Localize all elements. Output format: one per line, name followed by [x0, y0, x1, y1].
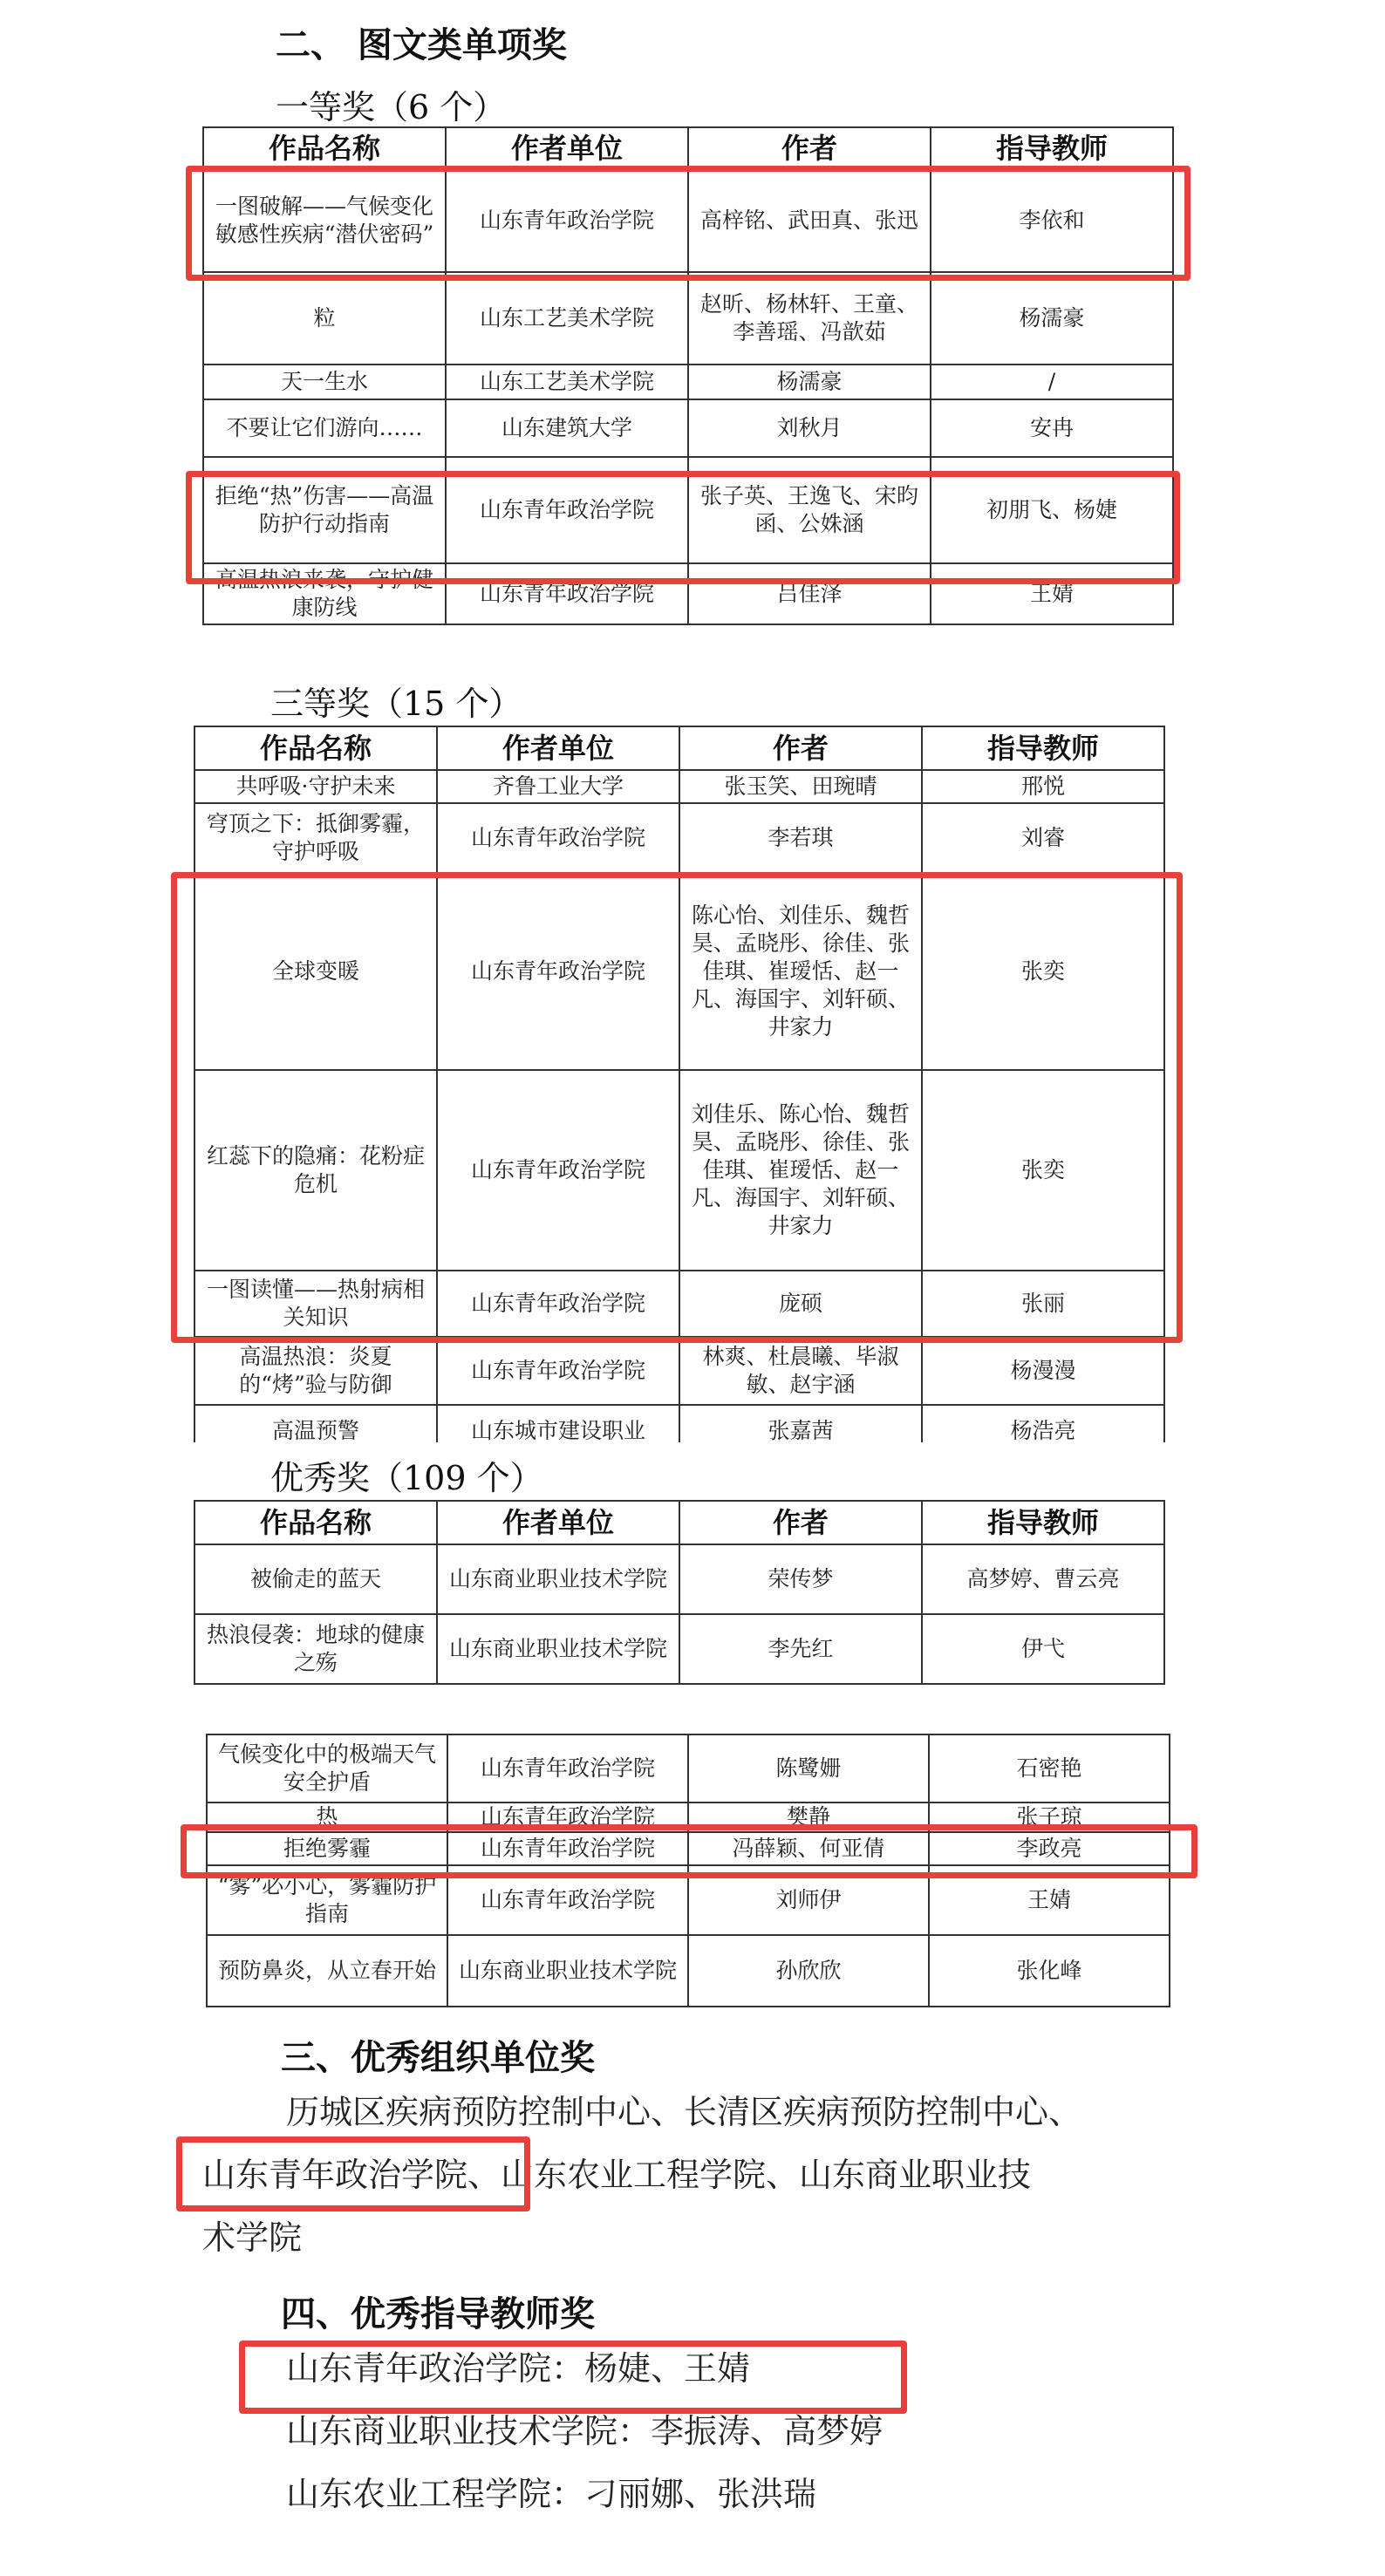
cell-unit: 山东工艺美术学院	[446, 272, 688, 365]
cell-teacher: 张子琼	[929, 1803, 1170, 1832]
table-row	[194, 1405, 1164, 1442]
cell-author: 高梓铭、武田真、张迅	[688, 169, 931, 272]
cell-title: 高温热浪：炎夏的“烤”验与防御	[194, 1337, 437, 1405]
col-header: 作品名称	[203, 127, 446, 169]
table-row	[194, 1337, 1164, 1405]
cell-title: “雾”必小心，雾霾防护指南	[207, 1865, 447, 1935]
first-prize-heading: 一等奖（6 个）	[276, 88, 507, 126]
table-header-row	[203, 127, 1173, 169]
cell-unit: 山东青年政治学院	[447, 1832, 688, 1865]
cell-author: 刘佳乐、陈心怡、魏哲昊、孟晓彤、徐佳、张佳琪、崔瑷恬、赵一凡、海国宇、刘轩硕、井家力	[679, 1070, 922, 1271]
col-header: 作者单位	[446, 127, 688, 169]
first-prize-table	[202, 126, 1174, 625]
cell-title: 天一生水	[203, 365, 446, 399]
cell-author: 张玉笑、田琬晴	[679, 770, 922, 803]
teacher-award-item: 山东农业工程学院：刁丽娜、张洪瑞	[286, 2475, 817, 2513]
cell-unit: 山东商业职业技术学院	[447, 1935, 688, 2007]
cell-title: 红蕊下的隐痛：花粉症危机	[194, 1070, 437, 1271]
cell-unit: 齐鲁工业大学	[437, 770, 679, 803]
cell-author: 孙欣欣	[688, 1935, 929, 2007]
cell-author: 李先红	[679, 1614, 922, 1684]
organization-award-paragraph	[202, 2081, 1249, 2269]
excellence-prize-heading: 优秀奖（109 个）	[270, 1459, 543, 1497]
table-row	[194, 1614, 1164, 1684]
table-row	[194, 873, 1164, 1070]
table-row	[207, 1935, 1170, 2007]
org-line-1: 历城区疾病预防控制中心、长清区疾病预防控制中心、	[286, 2093, 1082, 2131]
cell-teacher: 王婧	[931, 563, 1173, 624]
cell-unit: 山东青年政治学院	[437, 873, 679, 1070]
cell-unit: 山东商业职业技术学院	[437, 1544, 679, 1614]
col-header: 作品名称	[194, 726, 437, 770]
cell-unit: 山东青年政治学院	[446, 563, 688, 624]
org-line-2	[202, 2143, 1249, 2206]
cell-unit: 山东青年政治学院	[447, 1734, 688, 1803]
third-prize-heading: 三等奖（15 个）	[270, 685, 522, 723]
cell-teacher: 邢悦	[922, 770, 1164, 803]
cell-title: 拒绝雾霾	[207, 1832, 447, 1865]
org-highlight-unit: 山东青年政治学院	[202, 2156, 468, 2194]
cell-title: 热浪侵袭：地球的健康之殇	[194, 1614, 437, 1684]
cell-title: 气候变化中的极端天气安全护盾	[207, 1734, 447, 1803]
cell-author: 庞硕	[679, 1271, 922, 1337]
col-header: 指导教师	[931, 127, 1173, 169]
table-row	[194, 1070, 1164, 1271]
cell-teacher: 张奕	[922, 1070, 1164, 1271]
cell-unit: 山东青年政治学院	[437, 1070, 679, 1271]
table-row	[207, 1803, 1170, 1832]
cell-title: 粒	[203, 272, 446, 365]
cell-title: 共呼吸·守护未来	[194, 770, 437, 803]
cell-unit: 山东青年政治学院	[437, 1337, 679, 1405]
cell-title: 高温热浪来袭，守护健康防线	[203, 563, 446, 624]
cell-title: 高温预警	[194, 1405, 437, 1442]
cell-author: 李若琪	[679, 803, 922, 873]
cell-teacher: 杨漫漫	[922, 1337, 1164, 1405]
cell-author: 刘秋月	[688, 399, 931, 457]
cell-teacher: 石密艳	[929, 1734, 1170, 1803]
table-row	[194, 803, 1164, 873]
third-prize-table-clip	[194, 726, 1167, 1442]
cell-teacher: 张化峰	[929, 1935, 1170, 2007]
cell-teacher: 安冉	[931, 399, 1173, 457]
org-line-3: 术学院	[202, 2218, 303, 2257]
cell-title: 被偷走的蓝天	[194, 1544, 437, 1614]
section-title-image-text-awards: 二、 图文类单项奖	[276, 25, 567, 65]
cell-author: 陈鹭姗	[688, 1734, 929, 1803]
cell-title: 不要让它们游向……	[203, 399, 446, 457]
table-row	[207, 1832, 1170, 1865]
col-header: 作者	[679, 1501, 922, 1544]
cell-teacher: 高梦婷、曹云亮	[922, 1544, 1164, 1614]
cell-author: 樊静	[688, 1803, 929, 1832]
col-header: 作者	[688, 127, 931, 169]
cell-teacher: 张奕	[922, 873, 1164, 1070]
table-row	[194, 770, 1164, 803]
cell-unit: 山东青年政治学院	[437, 803, 679, 873]
cell-teacher: 王婧	[929, 1865, 1170, 1935]
excellence-prize-table	[194, 1500, 1165, 1685]
cell-unit: 山东青年政治学院	[446, 169, 688, 272]
teacher-award-item: 山东青年政治学院：杨婕、王婧	[286, 2349, 751, 2388]
col-header: 作者	[679, 726, 922, 770]
cell-unit: 山东商业职业技术学院	[437, 1614, 679, 1684]
cell-unit: 山东青年政治学院	[446, 457, 688, 563]
cell-author: 刘师伊	[688, 1865, 929, 1935]
table-row	[203, 399, 1173, 457]
table-row	[203, 169, 1173, 272]
col-header: 作品名称	[194, 1501, 437, 1544]
org-line-2-rest: 、山东农业工程学院、山东商业职业技	[467, 2156, 1032, 2194]
cell-teacher: 刘睿	[922, 803, 1164, 873]
cell-author: 冯薛颖、何亚倩	[688, 1832, 929, 1865]
cell-teacher: 初朋飞、杨婕	[931, 457, 1173, 563]
cell-author: 林爽、杜晨曦、毕淑敏、赵宇涵	[679, 1337, 922, 1405]
table-row	[203, 365, 1173, 399]
cell-teacher: 杨浩亮	[922, 1405, 1164, 1442]
table-row	[194, 1271, 1164, 1337]
col-header: 指导教师	[922, 726, 1164, 770]
cell-author: 荣传梦	[679, 1544, 922, 1614]
table-row	[207, 1865, 1170, 1935]
cell-title: 热	[207, 1803, 447, 1832]
cell-author: 吕佳泽	[688, 563, 931, 624]
cell-teacher: 李政亮	[929, 1832, 1170, 1865]
col-header: 作者单位	[437, 726, 679, 770]
cell-author: 赵昕、杨林轩、王童、李善瑶、冯歆茹	[688, 272, 931, 365]
table-row	[207, 1734, 1170, 1803]
teacher-award-list	[286, 2337, 883, 2525]
cell-title: 拒绝“热”伤害——高温防护行动指南	[203, 457, 446, 563]
cell-title: 全球变暖	[194, 873, 437, 1070]
third-prize-table	[194, 726, 1165, 1442]
cell-unit: 山东青年政治学院	[447, 1865, 688, 1935]
cell-unit: 山东青年政治学院	[447, 1803, 688, 1832]
cell-title: 预防鼻炎，从立春开始	[207, 1935, 447, 2007]
cell-author: 张子英、王逸飞、宋昀函、公姝涵	[688, 457, 931, 563]
cell-title: 一图破解——气候变化敏感性疾病“潜伏密码”	[203, 169, 446, 272]
cell-unit: 山东建筑大学	[446, 399, 688, 457]
cell-author: 陈心怡、刘佳乐、魏哲昊、孟晓彤、徐佳、张佳琪、崔瑷恬、赵一凡、海国宇、刘轩硕、井家力	[679, 873, 922, 1070]
section-title-organization-award: 三、优秀组织单位奖	[281, 2038, 595, 2078]
cell-author: 杨濡豪	[688, 365, 931, 399]
section-title-teacher-award: 四、优秀指导教师奖	[281, 2294, 595, 2334]
table-header-row	[194, 726, 1164, 770]
table-row	[194, 1544, 1164, 1614]
cell-teacher: 张丽	[922, 1271, 1164, 1337]
cell-unit: 山东城市建设职业	[437, 1405, 679, 1442]
col-header: 作者单位	[437, 1501, 679, 1544]
col-header: 指导教师	[922, 1501, 1164, 1544]
table-header-row	[194, 1501, 1164, 1544]
cell-author: 张嘉茜	[679, 1405, 922, 1442]
cell-title: 穹顶之下：抵御雾霾，守护呼吸	[194, 803, 437, 873]
teacher-award-item: 山东商业职业技术学院：李振涛、高梦婷	[286, 2412, 884, 2450]
cell-teacher: 杨濡豪	[931, 272, 1173, 365]
cell-teacher: /	[931, 365, 1173, 399]
cell-unit: 山东工艺美术学院	[446, 365, 688, 399]
table-row	[203, 457, 1173, 563]
cell-unit: 山东青年政治学院	[437, 1271, 679, 1337]
table-row	[203, 272, 1173, 365]
cell-teacher: 李依和	[931, 169, 1173, 272]
cell-title: 一图读懂——热射病相关知识	[194, 1271, 437, 1337]
cell-teacher: 伊弋	[922, 1614, 1164, 1684]
table-row	[203, 563, 1173, 624]
excellence-prize-table-continued	[206, 1734, 1170, 2007]
